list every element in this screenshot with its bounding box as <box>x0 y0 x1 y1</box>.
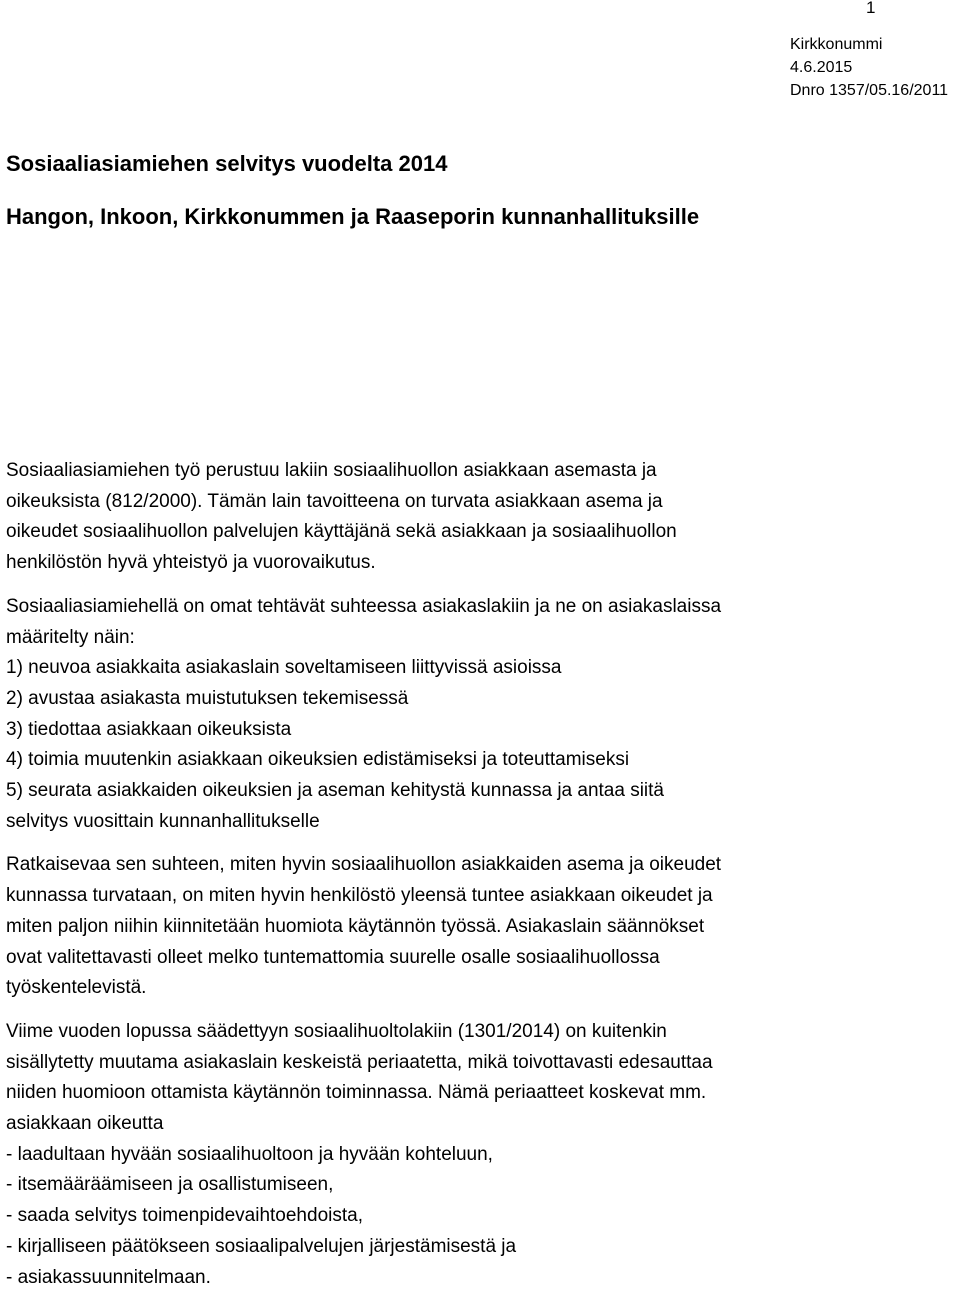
document-title: Sosiaaliasiamiehen selvitys vuodelta 2014 <box>6 151 448 176</box>
duty-list-item: 5) seurata asiakkaiden oikeuksien ja aseman kehitystä kunnassa ja antaa siitä <box>6 780 664 802</box>
text-line: Sosiaaliasiamiehen työ perustuu lakiin sosiaalihuollon asiakkaan asemasta ja <box>6 460 657 481</box>
text-line: kunnassa turvataan, on miten hyvin henkilöstö yleensä tuntee asiakkaan oikeudet ja <box>6 885 713 907</box>
text-line: sisällytetty muutama asiakaslain keskeistä periaatetta, mikä toivottavasti edesauttaa <box>6 1051 713 1073</box>
duty-list-item: 1) neuvoa asiakkaita asiakaslain soveltamiseen liittyvissä asioissa <box>6 657 562 679</box>
duty-list-item: 2) avustaa asiakasta muistutuksen tekemisessä <box>6 687 409 709</box>
paragraph-duties <box>6 592 956 838</box>
text-line: oikeudet sosiaalihuollon palvelujen käyttäjänä sekä asiakkaan ja sosiaalihuollon <box>6 521 677 543</box>
text-line: Ratkaisevaa sen suhteen, miten hyvin sosiaalihuollon asiakkaiden asema ja oikeudet <box>6 854 722 876</box>
paragraph-staff-awareness <box>6 850 956 1004</box>
text-line: henkilöstön hyvä yhteistyö ja vuorovaikutus. <box>6 552 376 574</box>
duty-list-item: 4) toimia muutenkin asiakkaan oikeuksien edistämiseksi ja toteuttamiseksi <box>6 749 630 771</box>
rights-list-item: - saada selvitys toimenpidevaihtoehdoista, <box>6 1205 363 1227</box>
text-line: asiakkaan oikeutta <box>6 1113 164 1135</box>
rights-list-item: - kirjalliseen päätökseen sosiaalipalvelujen järjestämisestä ja <box>6 1235 517 1257</box>
text-line: miten paljon niihin kiinnitetään huomiota käytännön työssä. Asiakaslain säännökset <box>6 915 705 937</box>
text-line: oikeuksista (812/2000). Tämän lain tavoitteena on turvata asiakkaan asema ja <box>6 490 663 512</box>
paragraph-new-law <box>6 1017 956 1293</box>
header-record-number: Dnro 1357/05.16/2011 <box>790 82 949 99</box>
document-subtitle: Hangon, Inkoon, Kirkkonummen ja Raaseporin kunnanhallituksille <box>6 204 700 229</box>
paragraph-legal-basis <box>6 456 956 579</box>
rights-list-item: - laadultaan hyvään sosiaalihuoltoon ja hyvään kohteluun, <box>6 1143 493 1165</box>
text-line: Viime vuoden lopussa säädettyyn sosiaalihuoltolakiin (1301/2014) on kuitenkin <box>6 1020 667 1042</box>
header-date: 4.6.2015 <box>790 59 853 76</box>
text-line: työskentelevistä. <box>6 977 147 999</box>
rights-list-item: - itsemääräämiseen ja osallistumiseen, <box>6 1174 334 1196</box>
text-line: niiden huomioon ottamista käytännön toiminnassa. Nämä periaatteet koskevat mm. <box>6 1082 707 1104</box>
duty-list-item: 3) tiedottaa asiakkaan oikeuksista <box>6 718 292 740</box>
header-place: Kirkkonummi <box>790 36 883 53</box>
text-line: selvitys vuosittain kunnanhallitukselle <box>6 810 320 832</box>
document-body <box>6 456 956 1306</box>
document-header <box>790 33 948 102</box>
text-line: ovat valitettavasti olleet melko tuntemattomia suurelle osalle sosiaalihuollossa <box>6 946 660 968</box>
text-line: määritelty näin: <box>6 626 135 648</box>
page-number: 1 <box>866 0 876 17</box>
rights-list-item: - asiakassuunnitelmaan. <box>6 1266 211 1288</box>
text-line: Sosiaaliasiamiehellä on omat tehtävät suhteessa asiakaslakiin ja ne on asiakaslaissa <box>6 595 722 617</box>
